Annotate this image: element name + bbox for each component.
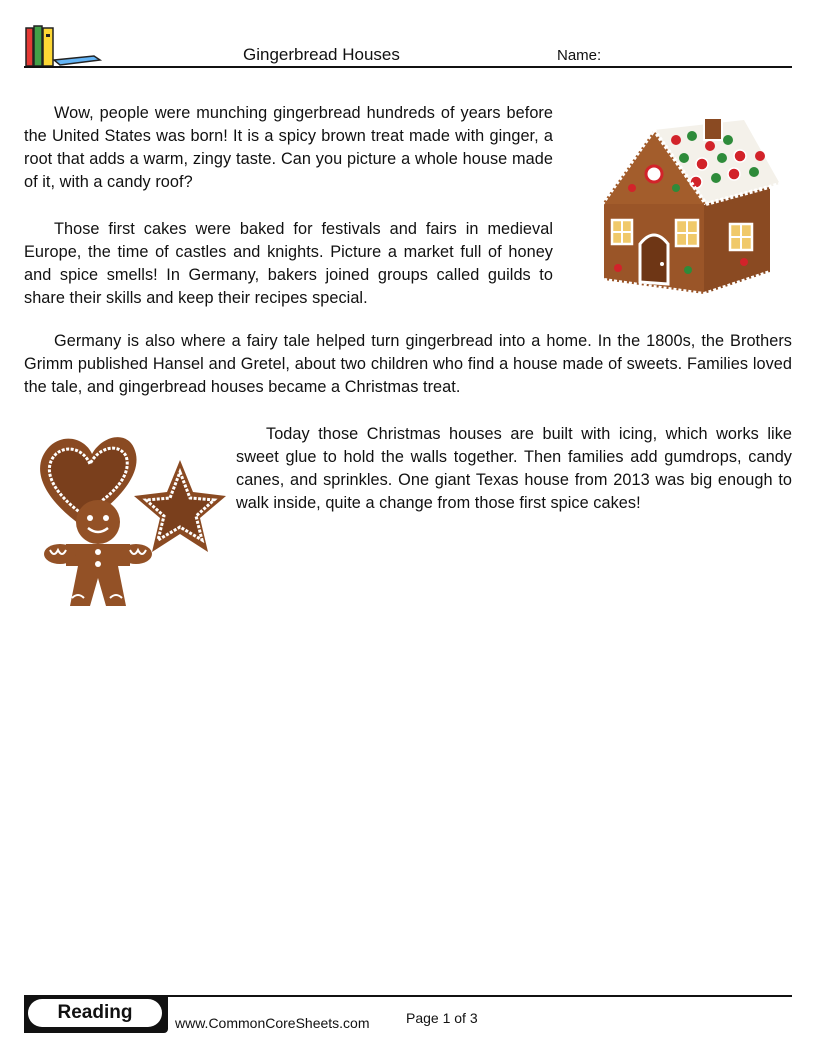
passage-paragraph-1: Wow, people were munching gingerbread hundreds of years before the United States was born! It is a spicy brown treat made with ginger, a root that adds a warm, zingy taste. Can you picture a whole house made of it, with a candy roof? <box>24 104 553 191</box>
worksheet-header <box>24 20 792 70</box>
subject-label: Reading <box>28 999 162 1027</box>
page-number: Page 1 of 3 <box>406 1010 478 1026</box>
page-title: Gingerbread Houses <box>243 45 400 64</box>
website-label: www.CommonCoreSheets.com <box>175 1015 370 1031</box>
name-label: Name: <box>557 47 602 64</box>
gingerbread-cookies-image <box>30 426 230 616</box>
passage-paragraph-3: Germany is also where a fairy tale helped turn gingerbread into a home. In the 1800s, the Brothers Grimm published Hansel and Gretel, about two children who find a house made of sweets. Families loved the tale, and gingerbread houses became a Christmas treat. <box>24 332 792 396</box>
subject-badge <box>24 997 168 1033</box>
passage-paragraph-4: Today those Christmas houses are built with icing, which works like sweet glue to hold the walls together. Then families add gumdrops, candy canes, and sprinkles. One giant Texas house from 2013 was big enough to walk inside, quite a change from those first spice cakes! <box>236 425 792 512</box>
books-icon <box>24 24 104 68</box>
passage-paragraph-2: Those first cakes were baked for festivals and fairs in medieval Europe, the time of castles and knights. Picture a market full of honey and spice smells! In Germany, bakers joined groups called guilds to share their skills and keep their recipes special. <box>24 220 553 307</box>
gingerbread-house-image <box>584 112 784 298</box>
header-divider <box>24 66 792 68</box>
